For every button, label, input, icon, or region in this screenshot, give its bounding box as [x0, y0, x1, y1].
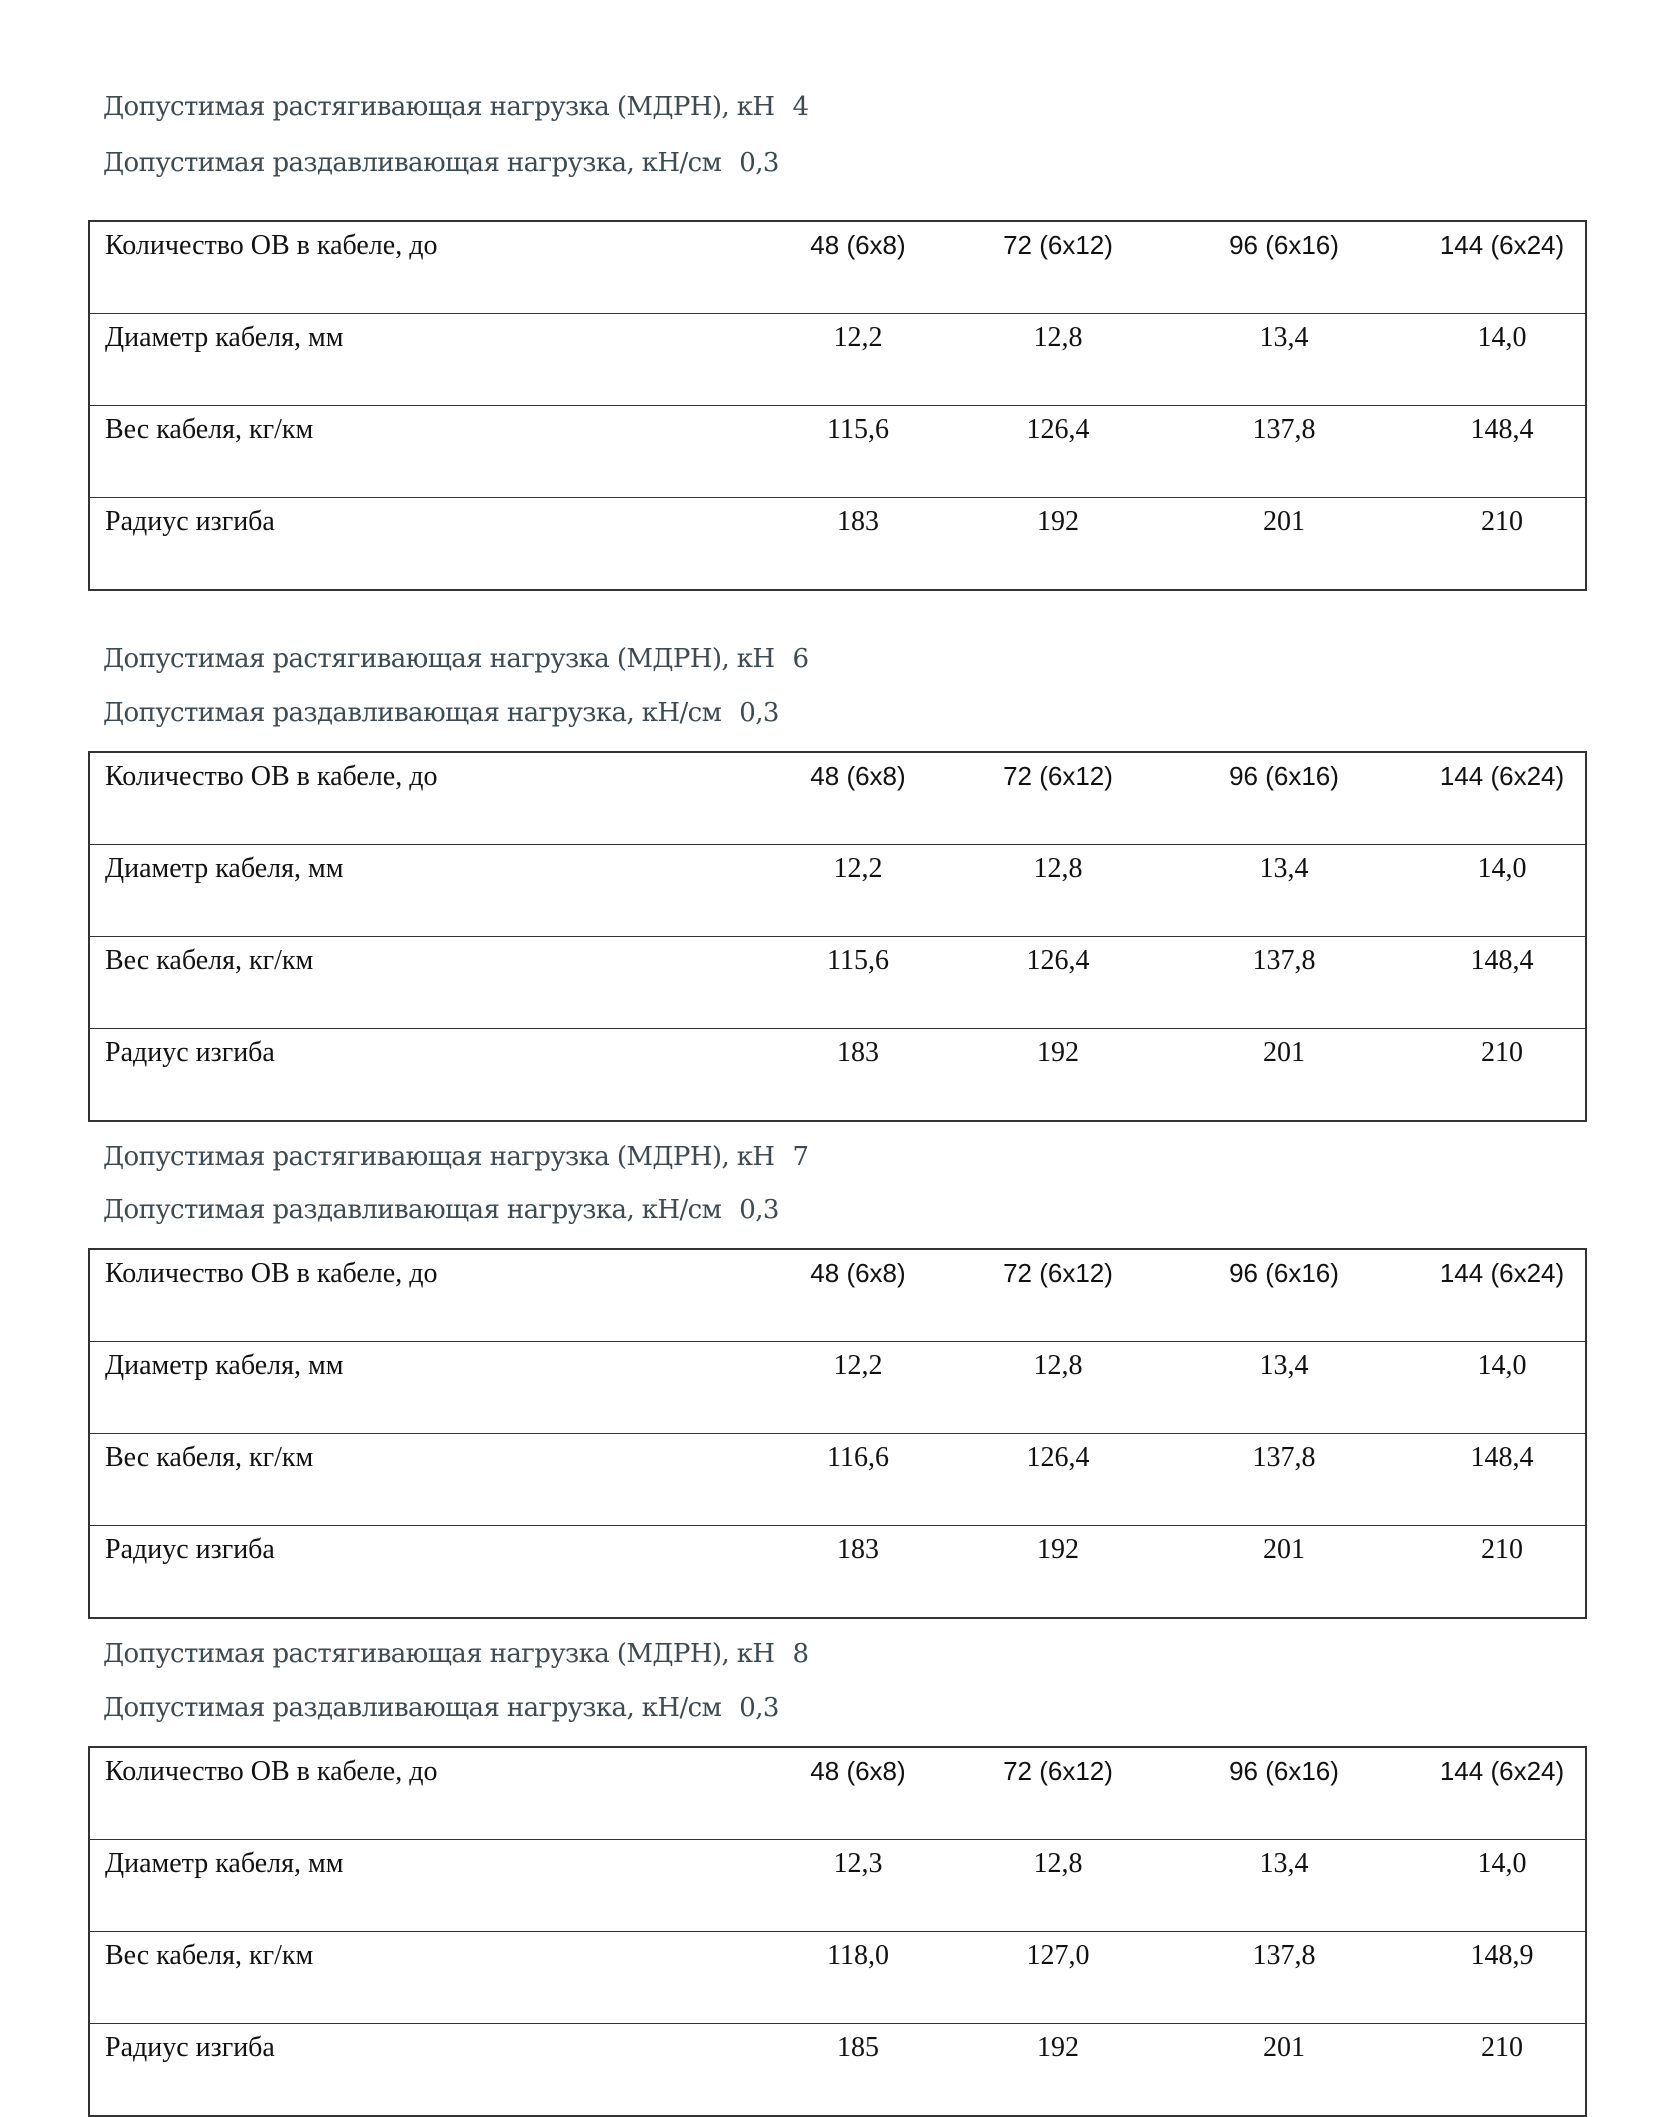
table-row-fiber-count — [89, 752, 1586, 845]
spec-table — [88, 1248, 1587, 1619]
row-label: Диаметр кабеля, мм — [89, 1840, 749, 1932]
table-row-diameter — [89, 1840, 1586, 1932]
cell-value: 12,2 — [749, 314, 967, 406]
table-row-fiber-count — [89, 1747, 1586, 1840]
cell-value: 48 (6x8) — [810, 230, 906, 260]
table-row-bend-radius — [89, 2024, 1586, 2117]
row-label: Вес кабеля, кг/км — [89, 937, 749, 1029]
cell-value: 183 — [749, 1029, 967, 1122]
cell-value: 148,4 — [1419, 1434, 1586, 1526]
tensile-load-line — [103, 644, 808, 674]
row-label: Радиус изгиба — [89, 498, 749, 591]
cell-value: 201 — [1149, 1526, 1419, 1619]
tensile-load-value: 8 — [792, 1639, 809, 1669]
table-row-diameter — [89, 845, 1586, 937]
row-label: Вес кабеля, кг/км — [89, 406, 749, 498]
cell-value: 13,4 — [1149, 1840, 1419, 1932]
row-label: Радиус изгиба — [89, 1526, 749, 1619]
row-label: Диаметр кабеля, мм — [89, 314, 749, 406]
cell-value: 126,4 — [967, 937, 1149, 1029]
cell-value: 13,4 — [1149, 845, 1419, 937]
row-label: Количество ОВ в кабеле, до — [105, 1756, 438, 1787]
cell-value: 137,8 — [1149, 1932, 1419, 2024]
cell-value: 210 — [1419, 1526, 1586, 1619]
cell-value: 14,0 — [1419, 1342, 1586, 1434]
cell-value: 12,8 — [967, 314, 1149, 406]
cell-value: 144 (6x24) — [1439, 761, 1565, 791]
cell-value: 192 — [967, 1526, 1149, 1619]
table-row-weight — [89, 406, 1586, 498]
cell-value: 12,3 — [749, 1840, 967, 1932]
cell-value: 144 (6x24) — [1439, 230, 1565, 260]
cell-value: 48 (6x8) — [810, 1258, 906, 1288]
cell-value: 115,6 — [749, 406, 967, 498]
cell-value: 72 (6x12) — [1003, 761, 1113, 791]
cell-value: 126,4 — [967, 406, 1149, 498]
cell-value: 148,4 — [1419, 406, 1586, 498]
row-label: Вес кабеля, кг/км — [89, 1434, 749, 1526]
cell-value: 137,8 — [1149, 1434, 1419, 1526]
cell-value: 148,4 — [1419, 937, 1586, 1029]
row-label: Диаметр кабеля, мм — [89, 845, 749, 937]
cell-value: 210 — [1419, 2024, 1586, 2117]
crush-load-line — [103, 1195, 779, 1225]
cell-value: 14,0 — [1419, 314, 1586, 406]
cell-value: 96 (6x16) — [1229, 1756, 1339, 1786]
row-label: Радиус изгиба — [89, 1029, 749, 1122]
table-row-fiber-count — [89, 221, 1586, 314]
cell-value: 14,0 — [1419, 845, 1586, 937]
cell-value: 210 — [1419, 498, 1586, 591]
table-row-bend-radius — [89, 1526, 1586, 1619]
cell-value: 14,0 — [1419, 1840, 1586, 1932]
table-row-weight — [89, 1932, 1586, 2024]
row-label: Радиус изгиба — [89, 2024, 749, 2117]
crush-load-label: Допустимая раздавливающая нагрузка, кН/см — [103, 1195, 722, 1225]
cell-value: 48 (6x8) — [810, 761, 906, 791]
table-row-bend-radius — [89, 1029, 1586, 1122]
row-label: Вес кабеля, кг/км — [89, 1932, 749, 2024]
tensile-load-label: Допустимая растягивающая нагрузка (МДРН), кН — [103, 1639, 775, 1669]
cell-value: 183 — [749, 1526, 967, 1619]
cell-value: 192 — [967, 2024, 1149, 2117]
cell-value: 12,8 — [967, 845, 1149, 937]
cell-value: 72 (6x12) — [1003, 1756, 1113, 1786]
tensile-load-line — [103, 92, 808, 122]
cell-value: 201 — [1149, 498, 1419, 591]
cell-value: 115,6 — [749, 937, 967, 1029]
table-row-diameter — [89, 314, 1586, 406]
cell-value: 137,8 — [1149, 406, 1419, 498]
tensile-load-value: 7 — [792, 1142, 809, 1172]
table-row-diameter — [89, 1342, 1586, 1434]
cell-value: 185 — [749, 2024, 967, 2117]
tensile-load-value: 6 — [792, 644, 809, 674]
cell-value: 144 (6x24) — [1439, 1258, 1565, 1288]
table-row-bend-radius — [89, 498, 1586, 591]
cell-value: 48 (6x8) — [810, 1756, 906, 1786]
cell-value: 72 (6x12) — [1003, 230, 1113, 260]
cell-value: 72 (6x12) — [1003, 1258, 1113, 1288]
spec-table — [88, 220, 1587, 591]
row-label: Диаметр кабеля, мм — [89, 1342, 749, 1434]
tensile-load-label: Допустимая растягивающая нагрузка (МДРН), кН — [103, 92, 775, 122]
table-row-weight — [89, 937, 1586, 1029]
cell-value: 148,9 — [1419, 1932, 1586, 2024]
crush-load-line — [103, 1693, 779, 1723]
row-label: Количество ОВ в кабеле, до — [105, 761, 438, 792]
crush-load-value: 0,3 — [739, 148, 779, 178]
cell-value: 137,8 — [1149, 937, 1419, 1029]
crush-load-label: Допустимая раздавливающая нагрузка, кН/см — [103, 698, 722, 728]
tensile-load-line — [103, 1639, 808, 1669]
cell-value: 12,2 — [749, 845, 967, 937]
tensile-load-line — [103, 1142, 808, 1172]
cell-value: 96 (6x16) — [1229, 761, 1339, 791]
crush-load-label: Допустимая раздавливающая нагрузка, кН/см — [103, 148, 722, 178]
tensile-load-value: 4 — [792, 92, 809, 122]
spec-table — [88, 1746, 1587, 2117]
cell-value: 201 — [1149, 1029, 1419, 1122]
cell-value: 96 (6x16) — [1229, 230, 1339, 260]
cell-value: 12,2 — [749, 1342, 967, 1434]
tensile-load-label: Допустимая растягивающая нагрузка (МДРН), кН — [103, 644, 775, 674]
cell-value: 96 (6x16) — [1229, 1258, 1339, 1288]
tensile-load-label: Допустимая растягивающая нагрузка (МДРН), кН — [103, 1142, 775, 1172]
cell-value: 13,4 — [1149, 314, 1419, 406]
crush-load-value: 0,3 — [739, 1693, 779, 1723]
cell-value: 192 — [967, 498, 1149, 591]
crush-load-value: 0,3 — [739, 1195, 779, 1225]
crush-load-line — [103, 698, 779, 728]
cell-value: 13,4 — [1149, 1342, 1419, 1434]
row-label: Количество ОВ в кабеле, до — [105, 1258, 438, 1289]
cell-value: 144 (6x24) — [1439, 1756, 1565, 1786]
cell-value: 116,6 — [749, 1434, 967, 1526]
table-row-fiber-count — [89, 1249, 1586, 1342]
row-label: Количество ОВ в кабеле, до — [105, 230, 438, 261]
cell-value: 12,8 — [967, 1840, 1149, 1932]
crush-load-value: 0,3 — [739, 698, 779, 728]
crush-load-label: Допустимая раздавливающая нагрузка, кН/см — [103, 1693, 722, 1723]
cell-value: 210 — [1419, 1029, 1586, 1122]
cell-value: 192 — [967, 1029, 1149, 1122]
table-row-weight — [89, 1434, 1586, 1526]
cell-value: 127,0 — [967, 1932, 1149, 2024]
spec-table — [88, 751, 1587, 1122]
cell-value: 12,8 — [967, 1342, 1149, 1434]
cell-value: 118,0 — [749, 1932, 967, 2024]
cell-value: 126,4 — [967, 1434, 1149, 1526]
cell-value: 201 — [1149, 2024, 1419, 2117]
cell-value: 183 — [749, 498, 967, 591]
crush-load-line — [103, 148, 779, 178]
